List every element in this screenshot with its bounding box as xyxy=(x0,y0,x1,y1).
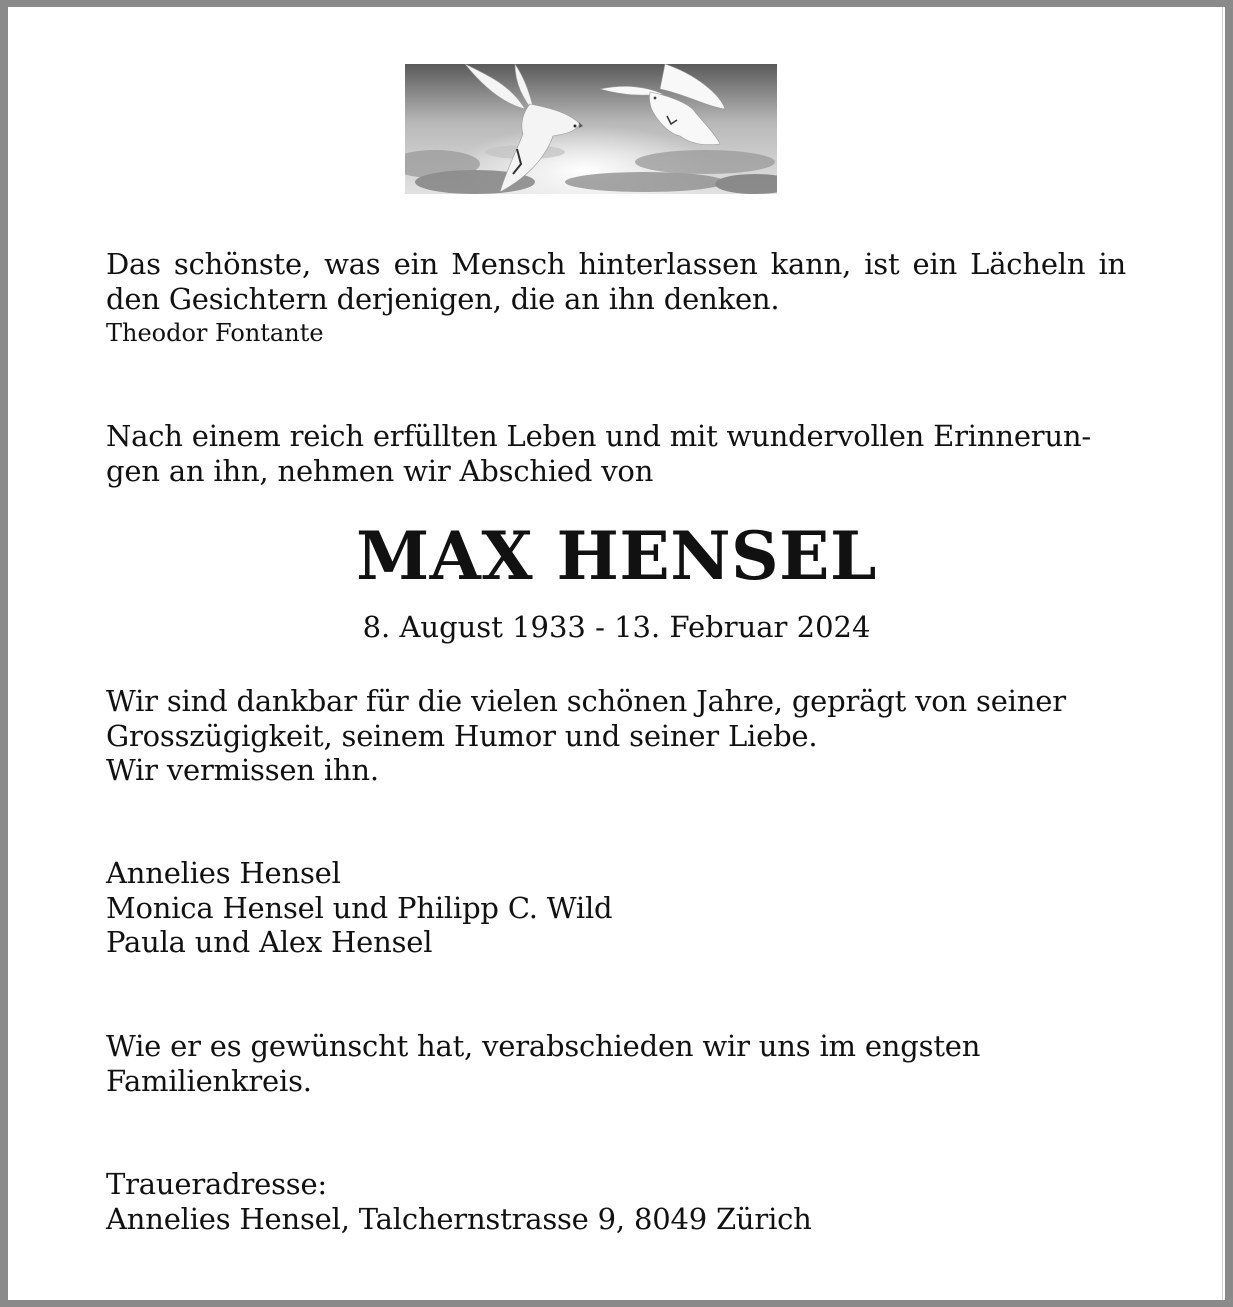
farewell-line: Familienkreis. xyxy=(106,1063,312,1098)
deceased-name: MAX HENSEL xyxy=(356,517,877,595)
address-label: Traueradresse: xyxy=(106,1167,327,1201)
intro-line: Nach einem reich erfüllten Leben und mit wundervollen Erinnerun- xyxy=(106,419,1092,453)
intro-text xyxy=(106,419,1126,488)
family-member: Annelies Hensel xyxy=(106,856,341,890)
address-value: Annelies Hensel, Talchernstrasse 9, 8049 Zürich xyxy=(106,1201,812,1236)
family-member: Paula und Alex Hensel xyxy=(106,925,433,959)
farewell-note xyxy=(106,1029,1126,1098)
life-dates: 8. August 1933 - 13. Februar 2024 xyxy=(362,610,871,644)
mourning-address xyxy=(106,1167,1126,1236)
thanks-text xyxy=(106,684,1126,788)
sheet-edge xyxy=(1222,7,1223,1300)
thanks-line: Wir sind dankbar für die vielen schönen Jahre, geprägt von seiner xyxy=(106,684,1066,718)
thanks-line: Grosszügigkeit, seinem Humor und seiner Liebe. xyxy=(106,718,818,753)
family-member: Monica Hensel und Philipp C. Wild xyxy=(106,890,613,925)
thanks-line: Wir vermissen ihn. xyxy=(106,753,379,787)
farewell-line: Wie er es gewünscht hat, verabschieden wir uns im engsten xyxy=(106,1029,981,1063)
quote-text: Das schönste, was ein Mensch hinterlassen kann, ist ein Lächeln in den Gesichtern derjenigen, die an ihn denken. xyxy=(106,247,1126,316)
quote-author: Theodor Fontante xyxy=(106,319,324,347)
family-list xyxy=(106,856,1126,960)
intro-line: gen an ihn, nehmen wir Abschied von xyxy=(106,453,654,488)
obituary-sheet xyxy=(8,7,1225,1300)
doves-image xyxy=(405,64,777,194)
